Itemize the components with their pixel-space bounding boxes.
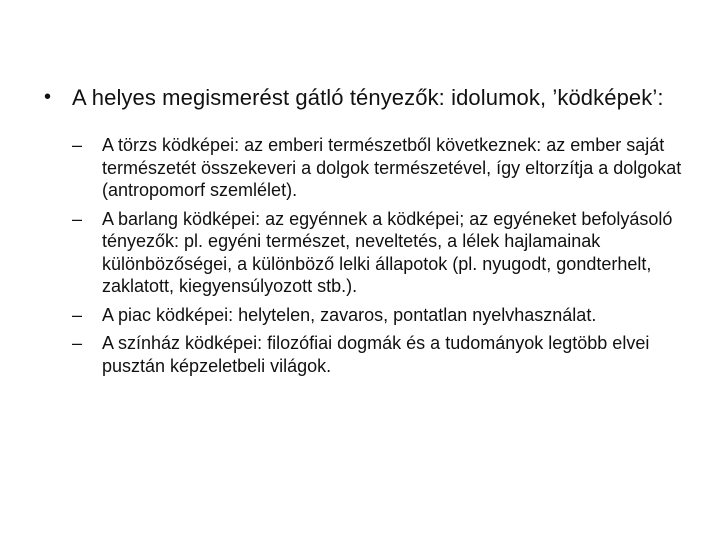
sub-point-text: A piac ködképei: helytelen, zavaros, pontatlan nyelvhasználat. [102,304,597,325]
dash-icon: – [72,208,83,229]
sub-point-list [44,134,684,377]
bullet-icon: • [44,86,52,108]
dash-icon: – [72,304,83,325]
dash-icon: – [72,333,83,353]
dash-icon: – [72,135,83,155]
main-point-text: A helyes megismerést gátló tényezők: idolumok, ’ködképek’: [72,85,664,110]
sub-point [44,332,684,377]
sub-point-text: A színház ködképei: filozófiai dogmák és a tudományok legtöbb elvei pusztán képzeletbeli világok. [102,333,650,376]
sub-point [44,134,684,202]
sub-point [44,208,684,298]
sub-point-text: A törzs ködképei: az emberi természetből következnek: az ember saját természetét összekeveri a dolgok természetével, így eltorzítja a dolgokat (antropomorf szemlélet). [102,135,682,200]
sub-point-text: A barlang ködképei: az egyénnek a ködképei; az egyéneket befolyásoló tényezők: pl. egyéni természet, neveltetés, a lélek hajlamainak különbözőségei, a különböző lelki állapotok (pl. nyugodt, gondterhelt, zaklatott, kiegyensúlyozott stb.). [102,208,673,296]
main-bullet-point [44,83,684,112]
sub-point [44,304,684,327]
slide-content [44,83,684,383]
